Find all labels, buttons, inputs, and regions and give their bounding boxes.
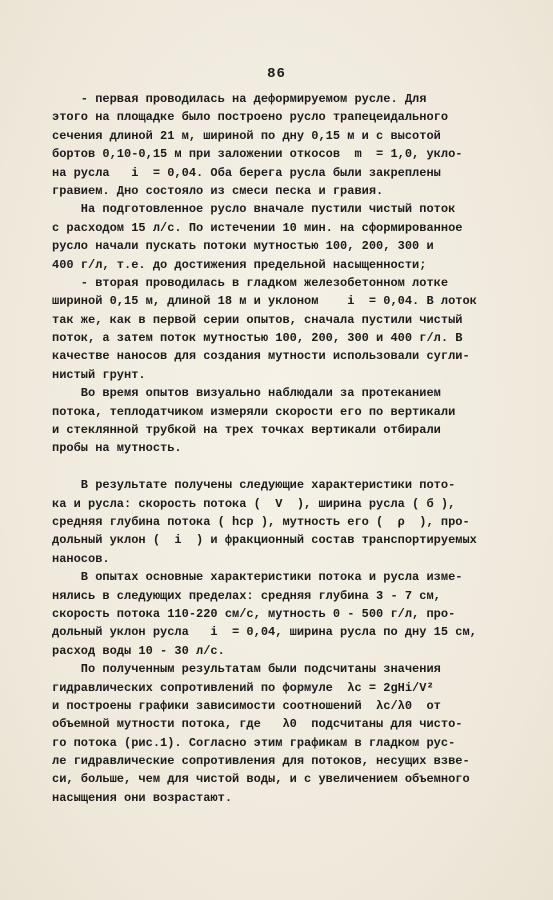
- text-line: с расходом 15 л/с. По истечении 10 мин. на сформированное: [52, 220, 463, 235]
- text-line: шириной 0,15 м, длиной 18 м и уклоном i = 0,04. В лоток: [52, 294, 477, 309]
- body-text: [52, 90, 512, 807]
- text-line: По полученным результатам были подсчитаны значения: [52, 662, 441, 677]
- text-line: и стеклянной трубкой на трех точках вертикали отбирали: [52, 423, 441, 438]
- text-line: русло начали пускать потоки мутностью 100, 200, 300 и: [52, 239, 434, 254]
- text-line: гидравлических сопротивлений по формуле λс = 2gHi/V²: [52, 680, 434, 695]
- text-line: В опытах основные характеристики потока и русла изме-: [52, 570, 463, 585]
- text-line: так же, как в первой серии опытов, сначала пустили чистый: [52, 312, 463, 327]
- text-line: средняя глубина потока ( hср ), мутность его ( ρ ), про-: [52, 514, 470, 529]
- text-line: бортов 0,10-0,15 м при заложении откосов m = 1,0, укло-: [52, 147, 463, 162]
- text-line: пробы на мутность.: [52, 441, 182, 456]
- text-line: качестве наносов для создания мутности использовали сугли-: [52, 349, 470, 364]
- text-line: на русла i = 0,04. Оба берега русла были закреплены: [52, 165, 441, 180]
- text-line: 400 г/л, т.е. до достижения предельной насыщенности;: [52, 257, 427, 272]
- text-line: нистый грунт.: [52, 367, 146, 382]
- text-line: наносов.: [52, 551, 110, 566]
- text-line: си, больше, чем для чистой воды, и с увеличением объемного: [52, 772, 470, 787]
- text-line: расход воды 10 - 30 л/с.: [52, 643, 225, 658]
- text-line: ле гидравлические сопротивления для потоков, несущих взве-: [52, 754, 470, 769]
- text-line: поток, а затем поток мутностью 100, 200, 300 и 400 г/л. В: [52, 331, 463, 346]
- text-line: дольный уклон ( i ) и фракционный состав транспортируемых: [52, 533, 477, 548]
- text-line: - вторая проводилась в гладком железобетонном лотке: [52, 275, 449, 290]
- text-line: этого на площадке было построено русло трапецеидального: [52, 110, 449, 125]
- text-line: - первая проводилась на деформируемом русле. Для: [52, 92, 427, 106]
- text-line: насыщения они возрастают.: [52, 790, 233, 805]
- text-line: На подготовленное русло вначале пустили чистый поток: [52, 202, 456, 217]
- text-line: скорость потока 110-220 см/с, мутность 0 - 500 г/л, про-: [52, 606, 456, 621]
- text-line: Во время опытов визуально наблюдали за протеканием: [52, 386, 441, 401]
- text-line: нялись в следующих пределах: средняя глубина 3 - 7 см,: [52, 588, 441, 603]
- text-line: В результате получены следующие характеристики пото-: [52, 478, 456, 493]
- text-line: и построены графики зависимости соотношений λс/λ0 от: [52, 698, 441, 713]
- page-number: 86: [267, 66, 286, 82]
- text-line: потока, теплодатчиком измеряли скорости его по вертикали: [52, 404, 456, 419]
- text-line: сечения длиной 21 м, шириной по дну 0,15 м и с высотой: [52, 128, 441, 143]
- text-line: дольный уклон русла i = 0,04, ширина русла по дну 15 см,: [52, 625, 477, 640]
- text-line: гравием. Дно состояло из смеси песка и гравия.: [52, 183, 384, 198]
- text-line: го потока (рис.1). Согласно этим графикам в гладком рус-: [52, 735, 456, 750]
- text-line: ка и русла: скорость потока ( V ), ширина русла ( б ),: [52, 496, 456, 511]
- text-line: [52, 458, 512, 476]
- text-line: объемной мутности потока, где λ0 подсчитаны для чисто-: [52, 717, 463, 732]
